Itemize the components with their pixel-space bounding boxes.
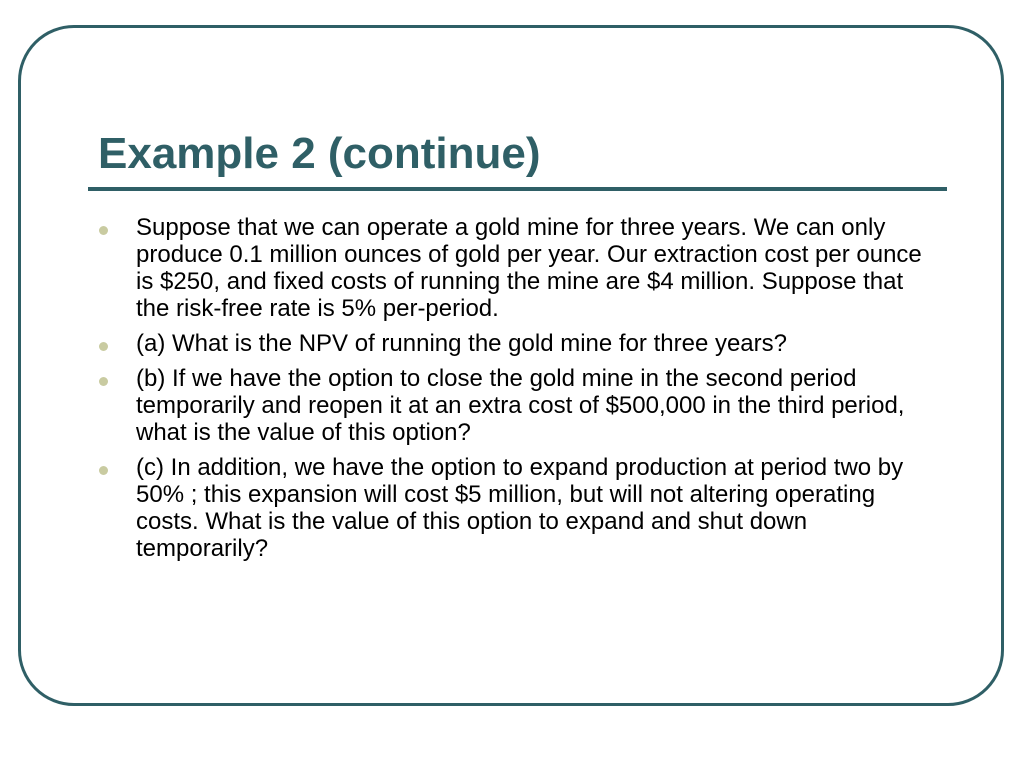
bullet-text: (b) If we have the option to close the gold mine in the second period temporarily and reopen it at an extra cost of $500,000 in the third period, what is the value of this option?: [136, 365, 905, 446]
bullet-dot-icon: [99, 342, 108, 351]
bullet-item: [96, 214, 926, 322]
bullet-item: [96, 454, 926, 562]
bullet-dot-icon: [99, 377, 108, 386]
bullet-text: (a) What is the NPV of running the gold mine for three years?: [136, 330, 787, 357]
bullet-text: Suppose that we can operate a gold mine for three years. We can only produce 0.1 million ounces of gold per year. Our extraction cost per ounce is $250, and fixed costs of running the mine are $4 million. Suppose that the risk-free rate is 5% per-period.: [136, 214, 922, 322]
bullet-dot-icon: [99, 466, 108, 475]
bullet-item: [96, 365, 926, 446]
title-divider: [88, 187, 947, 191]
bullet-item: [96, 330, 926, 357]
slide-title: Example 2 (continue): [98, 129, 541, 178]
bullet-dot-icon: [99, 226, 108, 235]
bullet-list: [96, 214, 926, 570]
bullet-text: (c) In addition, we have the option to expand production at period two by 50% ; this expansion will cost $5 million, but will not altering operating costs. What is the value of this option to expand and shut down temporarily?: [136, 454, 904, 562]
